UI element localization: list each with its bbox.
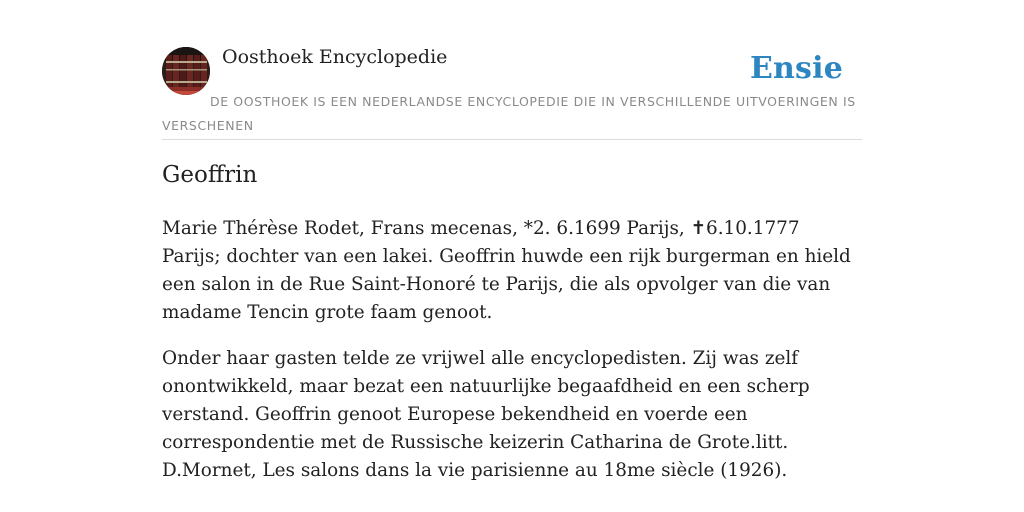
site-header	[162, 0, 862, 140]
ensie-logo[interactable]: Ensie	[749, 51, 843, 86]
article-paragraph: Onder haar gasten telde ze vrijwel alle encyclopedisten. Zij was zelf onontwikkeld, maar bezat een natuurlijke begaafdheid en een scherp verstand. Geoffrin genoot Europese bekendheid en voerde een correspondentie met de Russische keizerin Catharina de Grote.litt. D.Mornet, Les salons dans la vie parisienne au 18me siècle (1926).	[162, 348, 810, 481]
encyclopedia-books-icon[interactable]	[162, 47, 210, 95]
site-name[interactable]: Oosthoek Encyclopedie	[222, 46, 448, 68]
article-paragraph: Marie Thérèse Rodet, Frans mecenas, *2. 6.1699 Parijs, ✝6.10.1777 Parijs; dochter van een lakei. Geoffrin huwde een rijk burgerman en hield een salon in de Rue Saint-Honoré te Parijs, die als opvolger van die van madame Tencin grote faam genoot.	[162, 218, 851, 323]
article-body	[162, 215, 862, 503]
article-title: Geoffrin	[162, 162, 258, 188]
site-tagline: DE OOSTHOEK IS EEN NEDERLANDSE ENCYCLOPEDIE DIE IN VERSCHILLENDE UITVOERINGEN IS VERSCHENEN	[162, 94, 856, 133]
page-container	[162, 0, 862, 481]
